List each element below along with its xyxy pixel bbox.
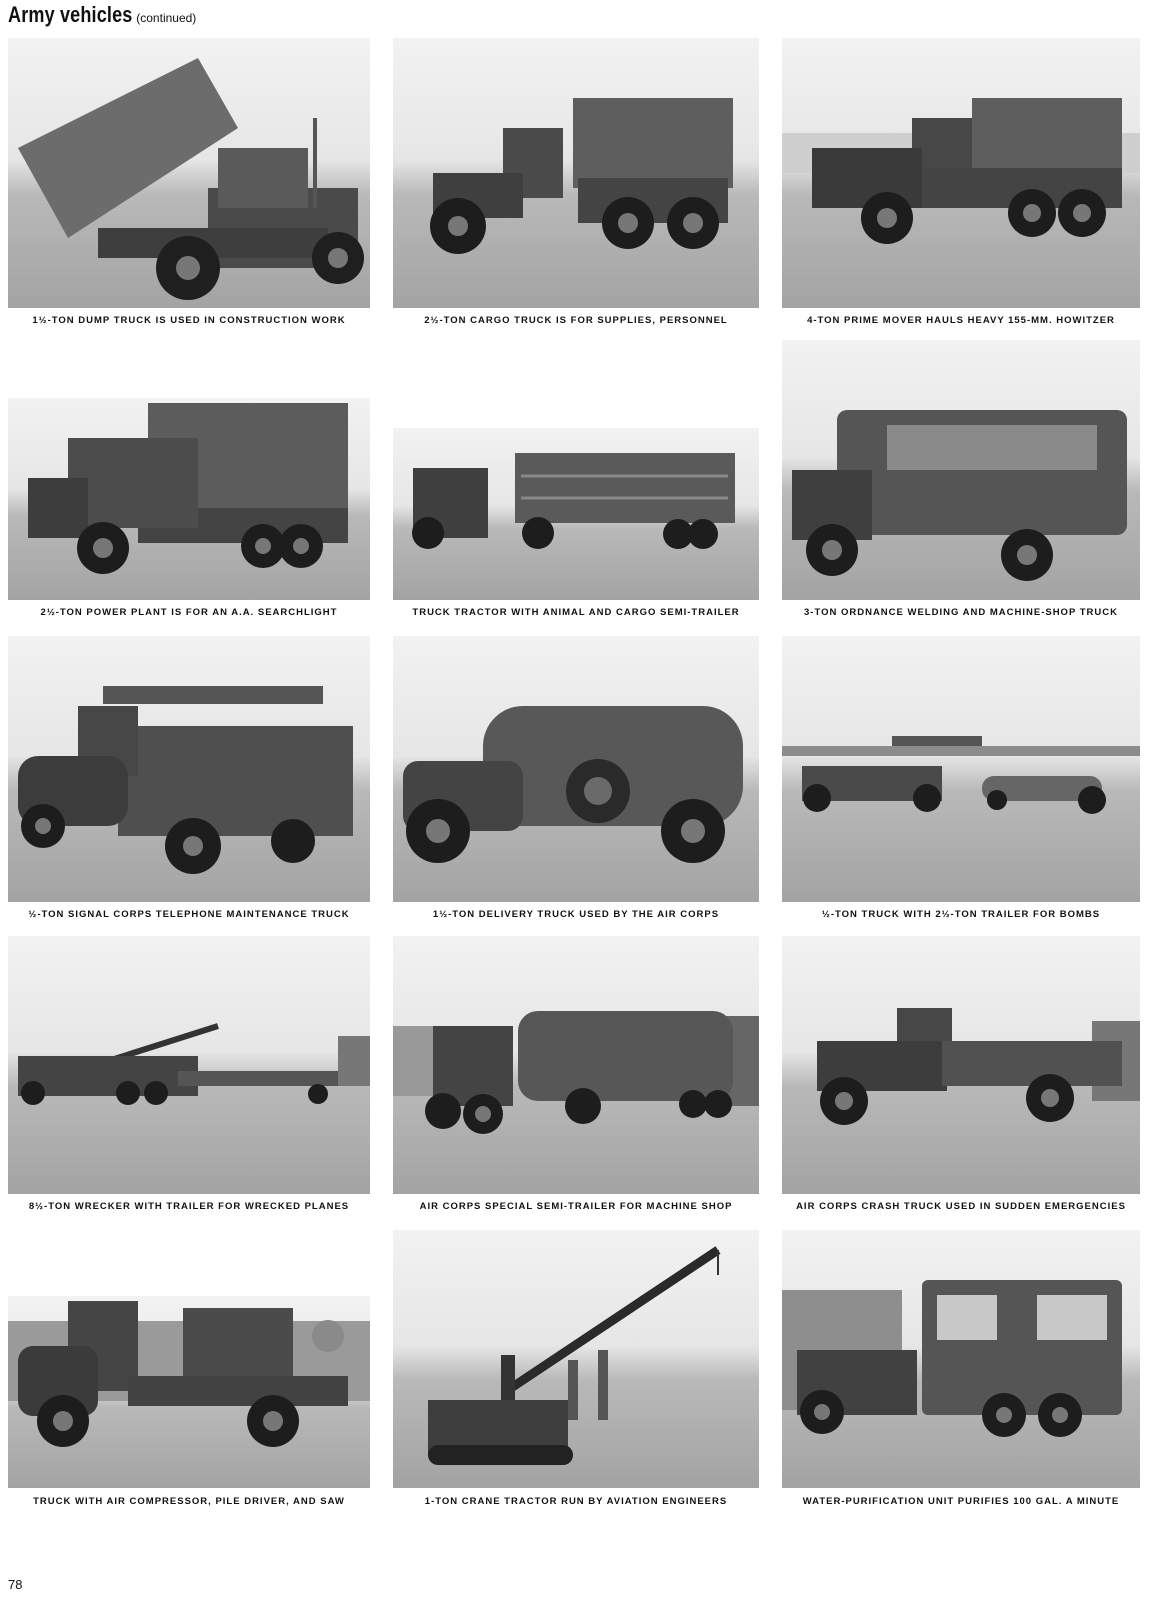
photo-welding-truck bbox=[782, 340, 1140, 600]
photo-cargo-truck bbox=[393, 38, 759, 308]
photo-caption: ½-TON TRUCK WITH 2½-TON TRAILER FOR BOMBS bbox=[821, 909, 1101, 920]
photo-air-compressor-truck bbox=[8, 1296, 370, 1488]
page-number: 78 bbox=[8, 1577, 23, 1592]
photo-delivery-truck bbox=[393, 636, 759, 902]
page-header bbox=[8, 2, 196, 28]
photo-water-purification bbox=[782, 1230, 1140, 1488]
page-title: Army vehicles bbox=[8, 2, 133, 27]
photo-caption: 2½-TON POWER PLANT IS FOR AN A.A. SEARCHLIGHT bbox=[40, 607, 338, 618]
photo-caption: TRUCK TRACTOR WITH ANIMAL AND CARGO SEMI-TRAILER bbox=[412, 607, 740, 618]
photo-prime-mover bbox=[782, 38, 1140, 308]
photo-crash-truck bbox=[782, 936, 1140, 1194]
photo-caption: ½-TON SIGNAL CORPS TELEPHONE MAINTENANCE TRUCK bbox=[28, 909, 350, 920]
photo-truck-tractor bbox=[393, 428, 759, 600]
photo-caption: 1-TON CRANE TRACTOR RUN BY AVIATION ENGINEERS bbox=[424, 1496, 728, 1507]
photo-caption: WATER-PURIFICATION UNIT PURIFIES 100 GAL. A MINUTE bbox=[802, 1496, 1120, 1507]
photo-caption: 8½-TON WRECKER WITH TRAILER FOR WRECKED PLANES bbox=[28, 1201, 350, 1212]
photo-wrecker bbox=[8, 936, 370, 1194]
photo-caption: AIR CORPS CRASH TRUCK USED IN SUDDEN EMERGENCIES bbox=[796, 1201, 1126, 1212]
photo-caption: TRUCK WITH AIR COMPRESSOR, PILE DRIVER, AND SAW bbox=[33, 1496, 345, 1507]
photo-caption: 1½-TON DUMP TRUCK IS USED IN CONSTRUCTION WORK bbox=[32, 315, 346, 326]
photo-bomb-trailer bbox=[782, 636, 1140, 902]
photo-caption: 3-TON ORDNANCE WELDING AND MACHINE-SHOP TRUCK bbox=[804, 607, 1118, 618]
page-subtitle: (continued) bbox=[136, 11, 197, 25]
photo-caption: 1½-TON DELIVERY TRUCK USED BY THE AIR CORPS bbox=[432, 909, 720, 920]
photo-dump-truck bbox=[8, 38, 370, 308]
photo-caption: 2½-TON CARGO TRUCK IS FOR SUPPLIES, PERSONNEL bbox=[424, 315, 728, 326]
photo-telephone-truck bbox=[8, 636, 370, 902]
photo-power-plant bbox=[8, 398, 370, 600]
photo-caption: AIR CORPS SPECIAL SEMI-TRAILER FOR MACHINE SHOP bbox=[419, 1201, 733, 1212]
photo-machine-shop-trailer bbox=[393, 936, 759, 1194]
photo-caption: 4-TON PRIME MOVER HAULS HEAVY 155-MM. HOWITZER bbox=[807, 315, 1115, 326]
photo-crane-tractor bbox=[393, 1230, 759, 1488]
